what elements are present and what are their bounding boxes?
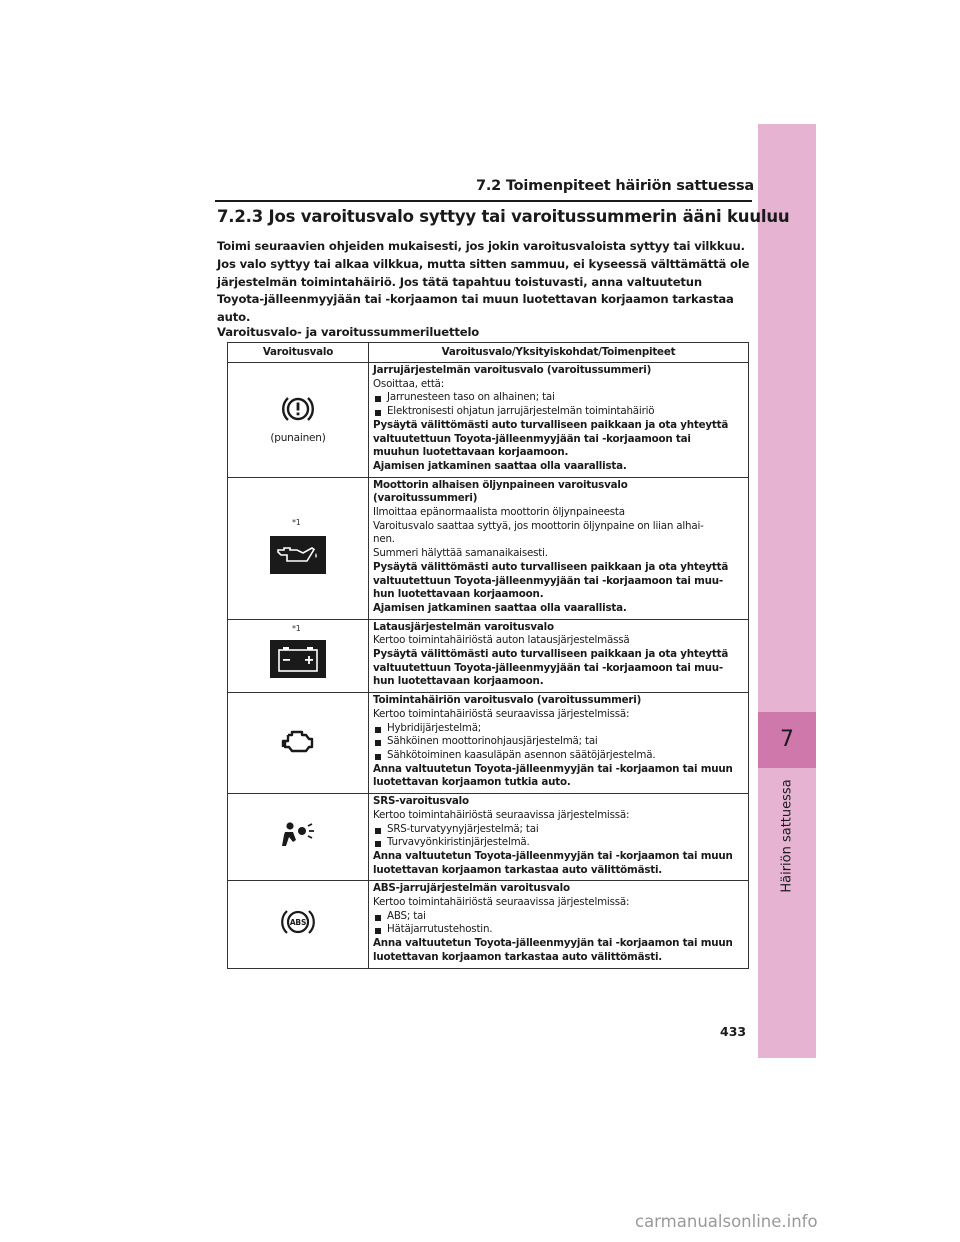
action-text: Ajamisen jatkaminen saattaa olla vaarallista. bbox=[373, 601, 627, 614]
table-row bbox=[228, 363, 749, 478]
icon-color-label: (punainen) bbox=[270, 432, 326, 445]
bullet-item: Sähkötoiminen kaasuläpän asennon säätöjärjestelmä. bbox=[373, 749, 744, 763]
section-title: 7.2.3 Jos varoitusvalo syttyy tai varoitussummerin ääni kuuluu bbox=[217, 207, 790, 226]
row-text: nen. bbox=[373, 533, 395, 546]
row-text: Kertoo toimintahäiriöstä auton latausjärjestelmässä bbox=[373, 634, 630, 647]
abs-icon bbox=[280, 907, 316, 937]
details-cell bbox=[369, 693, 749, 794]
srs-airbag-icon bbox=[281, 820, 315, 850]
page-number: 433 bbox=[720, 1024, 747, 1039]
action-text: Ajamisen jatkaminen saattaa olla vaarallista. bbox=[373, 459, 627, 472]
action-text: hun luotettavaan korjaamoon. bbox=[373, 588, 544, 601]
table-row bbox=[228, 794, 749, 881]
row-text: Ilmoittaa epänormaalista moottorin öljynpaineesta bbox=[373, 506, 625, 519]
action-text: valtuutettuun Toyota-jälleenmyyjään tai -korjaamoon tai muu- bbox=[373, 661, 723, 674]
details-cell bbox=[369, 794, 749, 881]
intro-line: järjestelmän toimintahäiriö. Jos tätä tapahtuu toistuvasti, anna valtuutetun bbox=[217, 274, 703, 289]
col-header-light: Varoitusvalo bbox=[228, 343, 369, 363]
row-title: ABS-jarrujärjestelmän varoitusvalo bbox=[373, 882, 570, 895]
action-text: luotettavan korjaamon tutkia auto. bbox=[373, 776, 571, 789]
row-text: Summeri hälyttää samanaikaisesti. bbox=[373, 547, 548, 560]
table-header-row bbox=[228, 343, 749, 363]
chapter-number: 7 bbox=[758, 712, 816, 768]
action-text: Anna valtuutetun Toyota-jälleenmyyjän tai -korjaamon tai muun bbox=[373, 849, 733, 862]
bullet-item: SRS-turvatyynyjärjestelmä; tai bbox=[373, 823, 744, 837]
intro-line: Jos valo syttyy tai alkaa vilkkua, mutta sitten sammuu, ei kyseessä välttämättä ole bbox=[217, 256, 750, 271]
header-divider bbox=[215, 200, 752, 202]
details-cell bbox=[369, 363, 749, 478]
icon-cell bbox=[228, 881, 369, 968]
action-text: Anna valtuutetun Toyota-jälleenmyyjän tai -korjaamon tai muun bbox=[373, 937, 733, 950]
bullet-item: Jarrunesteen taso on alhainen; tai bbox=[373, 391, 744, 405]
action-text: Pysäytä välittömästi auto turvalliseen paikkaan ja ota yhteyttä bbox=[373, 418, 729, 431]
action-text: Pysäytä välittömästi auto turvalliseen paikkaan ja ota yhteyttä bbox=[373, 648, 729, 661]
chapter-side-tab bbox=[758, 124, 816, 1058]
action-text: luotettavan korjaamon tarkastaa auto välittömästi. bbox=[373, 950, 663, 963]
table-title: Varoitusvalo- ja varoitussummeriluettelo bbox=[217, 325, 480, 339]
bullet-item: Hätäjarrutustehostin. bbox=[373, 923, 744, 937]
check-engine-icon bbox=[280, 727, 316, 755]
details-cell bbox=[369, 477, 749, 619]
icon-cell bbox=[228, 363, 369, 478]
battery-icon bbox=[270, 640, 326, 678]
table-row bbox=[228, 619, 749, 693]
action-text: valtuutettuun Toyota-jälleenmyyjään tai -korjaamoon tai muu- bbox=[373, 574, 723, 587]
icon-cell bbox=[228, 693, 369, 794]
intro-line: auto. bbox=[217, 310, 251, 325]
row-title: Moottorin alhaisen öljynpaineen varoitusvalo bbox=[373, 478, 628, 491]
intro-line: Toimi seuraavien ohjeiden mukaisesti, jos jokin varoitusvaloista syttyy tai vilkkuu. bbox=[217, 239, 745, 253]
footnote-marker: *1 bbox=[292, 517, 301, 527]
chapter-label bbox=[758, 776, 816, 896]
action-text: Pysäytä välittömästi auto turvalliseen paikkaan ja ota yhteyttä bbox=[373, 560, 729, 573]
oil-pressure-icon bbox=[270, 536, 326, 574]
abs-icon-text: ABS bbox=[289, 918, 307, 928]
table-row bbox=[228, 477, 749, 619]
col-header-details: Varoitusvalo/Yksityiskohdat/Toimenpiteet bbox=[369, 343, 749, 363]
row-title: SRS-varoitusvalo bbox=[373, 795, 469, 808]
row-text: Varoitusvalo saattaa syttyä, jos moottorin öljynpaine on liian alhai- bbox=[373, 519, 704, 532]
bullet-item: ABS; tai bbox=[373, 910, 744, 924]
icon-cell bbox=[228, 794, 369, 881]
intro-line: Toyota-jälleenmyyjään tai -korjaamon tai muun luotettavan korjaamon tarkastaa bbox=[217, 292, 734, 307]
table-row bbox=[228, 881, 749, 968]
action-text: luotettavan korjaamon tarkastaa auto välittömästi. bbox=[373, 863, 663, 876]
intro-paragraph bbox=[217, 238, 752, 327]
brake-warning-icon bbox=[281, 394, 315, 424]
row-text: Osoittaa, että: bbox=[373, 377, 445, 390]
chapter-label-text: Häiriön sattuessa bbox=[779, 779, 795, 893]
row-text: Kertoo toimintahäiriöstä seuraavissa järjestelmissä: bbox=[373, 707, 630, 720]
watermark: carmanualsonline.info bbox=[635, 1212, 818, 1231]
details-cell bbox=[369, 619, 749, 693]
table-row bbox=[228, 693, 749, 794]
bullet-item: Hybridijärjestelmä; bbox=[373, 722, 744, 736]
action-text: muuhun luotettavaan korjaamoon. bbox=[373, 446, 569, 459]
running-header: 7.2 Toimenpiteet häiriön sattuessa bbox=[475, 178, 754, 194]
footnote-marker: *1 bbox=[292, 623, 301, 633]
bullet-item: Sähköinen moottorinohjausjärjestelmä; tai bbox=[373, 735, 744, 749]
bullet-item: Elektronisesti ohjatun jarrujärjestelmän toimintahäiriö bbox=[373, 405, 744, 419]
icon-cell bbox=[228, 477, 369, 619]
row-title: Jarrujärjestelmän varoitusvalo (varoitussummeri) bbox=[373, 364, 652, 376]
action-text: Anna valtuutetun Toyota-jälleenmyyjän tai -korjaamon tai muun bbox=[373, 762, 733, 775]
row-title: Latausjärjestelmän varoitusvalo bbox=[373, 620, 554, 633]
details-cell bbox=[369, 881, 749, 968]
row-title: (varoitussummeri) bbox=[373, 492, 478, 505]
icon-cell bbox=[228, 619, 369, 693]
warning-light-table bbox=[227, 342, 749, 969]
bullet-item: Turvavyönkiristinjärjestelmä. bbox=[373, 836, 744, 850]
action-text: hun luotettavaan korjaamoon. bbox=[373, 675, 544, 688]
action-text: valtuutettuun Toyota-jälleenmyyjään tai -korjaamoon tai bbox=[373, 432, 691, 445]
row-text: Kertoo toimintahäiriöstä seuraavissa järjestelmissä: bbox=[373, 896, 630, 909]
row-text: Kertoo toimintahäiriöstä seuraavissa järjestelmissä: bbox=[373, 808, 630, 821]
row-title: Toimintahäiriön varoitusvalo (varoitussummeri) bbox=[373, 694, 642, 707]
